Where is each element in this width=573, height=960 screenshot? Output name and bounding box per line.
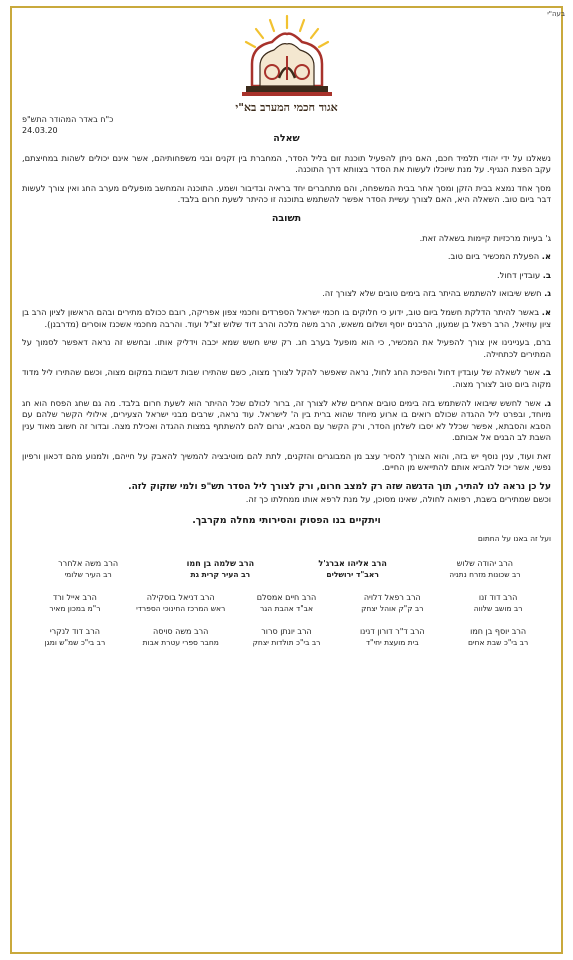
signature — [234, 626, 340, 648]
question-paragraph-1: נשאלנו על ידי יהודי תלמיד חכם, האם ניתן להפעיל תוכנת זום בליל הסדר, המחברת בין זקנים ובני משפחותיהם, אשר אינם יכולים לשהות במחיצתם, עקב הפצת הנגיף. על מנת שיוכלו לעשות את הסדר בצוותא דרך התוכנה. — [22, 152, 551, 175]
signer-name: הרב אייל ורד — [52, 593, 97, 603]
signer-role: רב העיר שלומי — [64, 570, 112, 580]
answer-section — [22, 398, 551, 444]
signer-name: הרב אליהו אברג'ל — [318, 559, 387, 569]
signer-name: הרב משה אלחרר — [58, 559, 119, 569]
signer-name: הרב רפאל דלויה — [363, 593, 421, 603]
signer-name: הרב דוד זנו — [478, 593, 518, 603]
signer-name: הרב יוסף בן חמו — [470, 627, 527, 637]
signer-name: הרב ד"ר דורון דנינו — [359, 627, 425, 637]
section-letter: ג. — [544, 397, 551, 408]
signer-role: ראב"ד ירושלים — [326, 570, 379, 580]
hebrew-date: כ"ח באדר המהודר התש"פ — [22, 115, 114, 124]
signature — [339, 592, 445, 614]
section-letter: א. — [541, 306, 551, 317]
item-text: עובדין דחול. — [497, 269, 543, 280]
answer-section — [22, 307, 551, 330]
signer-name: הרב יונתן סרור — [261, 627, 312, 637]
answer-item — [22, 288, 551, 300]
organization-logo — [0, 12, 573, 114]
section-text: אשר לחשש שיבואו להשתמש בזה בימים טובים אחרים שלא לצורך זה, ברור לכולם שכל ההיתר הוא לשעת חרום בלבד. מה גם שחג הפסח הוא חג מיוחד, ובפרט ליל ההגדה שכולם רואים בו ארוע מיוחד שהוא ברית בין ה' לישראל. עוד נראה, שרבים מבני ישראל הצעירים, אילולי הקשר שלהם עם הסבא והסבתא, אפשר שכלל לא יסבו לשלחן הסדר, ורק הקשר עם הסבא, יגרום להם להשתתף במצות ההגדה ואכילת מצה. ובדור זה חשוב מאוד ענין השבת לב הבנים אל אבותם. — [22, 397, 551, 443]
answer-intro: ג' בעיות מרכזיות קיימות בשאלה זאת. — [419, 232, 551, 243]
signed-intro: ועל זה באנו על החתום — [477, 533, 551, 543]
signer-role: רב העיר קרית גת — [190, 570, 251, 580]
signature — [22, 558, 154, 580]
closing-verse: ויתקיים בנו הפסוק והסירותי מחלה מקרבך. — [192, 515, 381, 527]
section-text: באשר להיתר הדלקת חשמל ביום טוב, ידוע כי חלוקים בו חכמי ישראל הספרדים וחכמי צפון אפריקה, רובם ככולם מתירים ובהם הראשון לציון הרב בן ציון עוזיאל, הרב רפאל בן שמעון, הרבנים יוסף ושלום משאש, הרב משה מלכה והרב דוד שלוש זצ"ל ועוד. והרבה מחכמי אשכנז אוסרים (מדרבנן). — [22, 306, 551, 329]
signer-name: הרב דניאל בוסקילה — [146, 593, 215, 603]
signer-role: רב ק"ק אוהל יצחק — [361, 604, 424, 614]
signature — [287, 558, 419, 580]
answer-section — [22, 337, 551, 360]
signer-name: הרב חיים אמסלם — [256, 593, 317, 603]
item-text: הפעלת המכשיר ביום טוב. — [447, 251, 542, 262]
organization-name: אגוד חכמי המערב בא"י — [235, 101, 338, 114]
signature — [154, 558, 286, 580]
conclusion — [22, 481, 551, 505]
question-paragraph-2: מסך אחד נמצא בבית הזקן ומסך אחר בבית המשפחה, והם מתחברים יחד בראיה ובדיבור ושמע. התוכנה והמחשב מופעלים מערב החג ואין צורך לעשות דבר ביום טוב. השאלה היא, האם לצורך עשיית הסדר אפשר להשתמש בתוכנה זו כהיתר לשעת חרום בלבד. — [22, 182, 551, 205]
signer-role: ר"מ במכון מאיר — [49, 604, 101, 614]
signature — [419, 558, 551, 580]
signature — [128, 626, 234, 648]
signer-role: אב"ד אהבת הגר — [259, 604, 314, 614]
item-text: חשש שיבואו להשתמש בהיתר בזה בימים טובים שלא לצורך זה. — [322, 288, 545, 299]
signature-row-2 — [22, 592, 551, 614]
signature — [445, 592, 551, 614]
section-letter: ב. — [542, 367, 551, 378]
signer-role: ראש המרכז החינוכי הספרדי — [136, 604, 226, 614]
signature — [339, 626, 445, 648]
item-letter: ג. — [544, 288, 551, 299]
answer-section — [22, 451, 551, 474]
answer-item — [22, 270, 551, 282]
signer-role: רב בי"כ שבת אחים — [467, 638, 529, 648]
signer-role: רב בי"כ תולדות יצחק — [252, 638, 321, 648]
signature — [22, 592, 128, 614]
signer-role: רב בי"כ שמ"ש ומגן — [44, 638, 106, 648]
signature-row-1 — [22, 558, 551, 580]
gregorian-date: 24.03.20 — [22, 126, 58, 135]
conclusion-ruling: על כן נראה לנו להתיר, תוך הדגשה שזה רק למצב חרום, ורק לצורך ליל הסדר תש"פ ולמי שזקוק לזה. — [128, 482, 551, 493]
signer-role: בית מועצת יחי"ד — [365, 638, 419, 648]
signer-name: הרב שלמה בן חמו — [186, 559, 255, 569]
signature — [445, 626, 551, 648]
signer-name: הרב משה סויסה — [153, 627, 209, 637]
signer-role: מחבר ספרי עטרת אבות — [142, 638, 219, 648]
signature — [234, 592, 340, 614]
section-text: זאת ועוד, ענין נוסף יש בזה, והוא הצורך להסיר עצב מן המבוגרים והזקנים, לתת להם מוטיבציה להמשיך להאבק על חייהם, ולמנוע מהם דכאון ורפיון נפשי, אשר יכול להביא אותם להתייאש מן החיים. — [22, 450, 551, 473]
item-letter: ב. — [542, 269, 551, 280]
section-text: ברם, בעניינינו אין צורך להפעיל את המכשיר, כי הוא מופעל בערב חג. רק שיש חשש שמא יכבה וידליק אותו. ובחשש זה נראה דאפשר לסמוך על המתירים לכתחילה. — [22, 337, 551, 359]
document-body — [22, 133, 551, 660]
signer-role: רב מושב שלווה — [473, 604, 523, 614]
section-text: אשר לשאלה של עובדין דחול והפיכת החג לחול, נראה שאפשר להקל לצורך מצוה, כשם שהתירו שבות דשבות במקום מצוה, וכשם שהתירו ליל מדוד מקוה ביום טוב לצורך מצוה. — [22, 367, 551, 389]
sun-arch-emblem-icon — [232, 12, 342, 100]
conclusion-rest: וכשם שמתירים בשבת, רפואה לחולה, שאינו מסוכן, על מנת לרפא אותו ממחלתו כך זה. — [245, 493, 551, 504]
signer-role: רב שכונות מזרח נתניה — [449, 570, 521, 580]
item-letter: א. — [541, 251, 551, 262]
signer-name: הרב דוד לנקרי — [49, 627, 100, 637]
bsd-marking: בעה"י — [547, 10, 565, 18]
answer-item — [22, 251, 551, 263]
answer-heading: תשובה — [271, 212, 302, 224]
signature-row-3 — [22, 626, 551, 648]
signature — [128, 592, 234, 614]
signature — [22, 626, 128, 648]
question-heading: שאלה — [273, 133, 300, 144]
answer-section — [22, 367, 551, 390]
signer-name: הרב יהודה שלוש — [456, 559, 514, 569]
